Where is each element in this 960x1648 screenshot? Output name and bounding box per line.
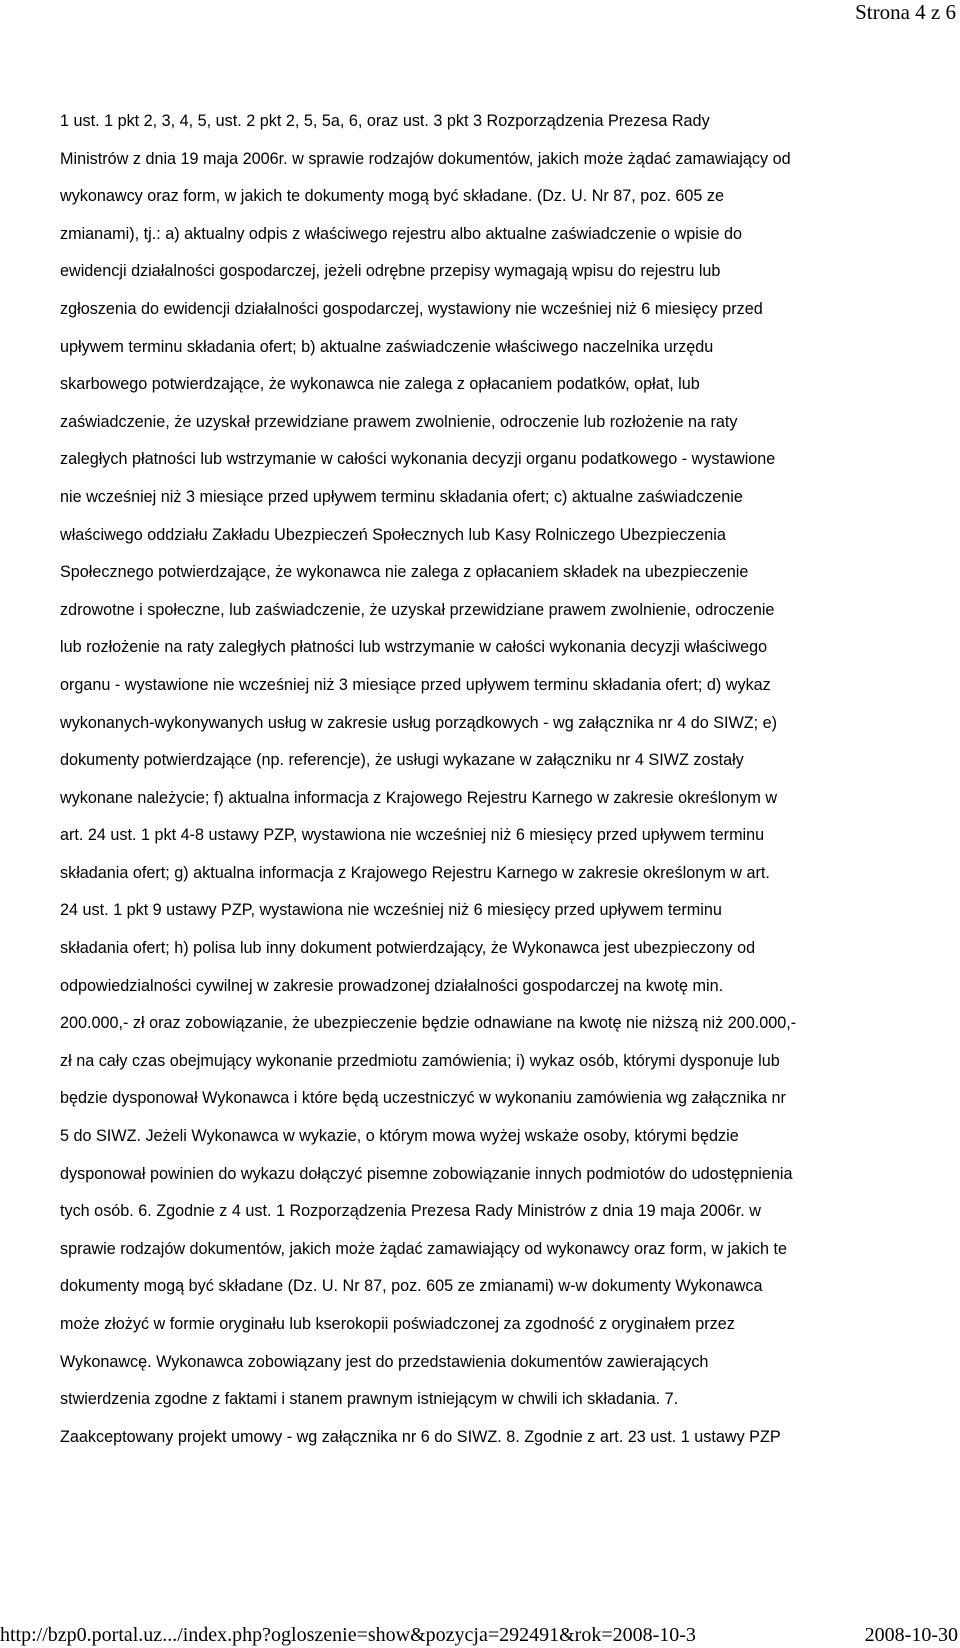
text-line: stwierdzenia zgodne z faktami i stanem prawnym istniejącym w chwili ich składania. 7.	[60, 1390, 679, 1409]
text-line: ewidencji działalności gospodarczej, jeżeli odrębne przepisy wymagają wpisu do rejestru lub	[60, 262, 721, 281]
text-line: 24 ust. 1 pkt 9 ustawy PZP, wystawiona nie wcześniej niż 6 miesięcy przed upływem terminu	[60, 901, 722, 920]
text-line: dokumenty mogą być składane (Dz. U. Nr 87, poz. 605 ze zmianami) w-w dokumenty Wykonawca	[60, 1277, 763, 1296]
text-line: Wykonawcę. Wykonawca zobowiązany jest do przedstawienia dokumentów zawierających	[60, 1352, 709, 1371]
document-body	[60, 103, 940, 1456]
text-line: sprawie rodzajów dokumentów, jakich może żądać zamawiający od wykonawcy oraz form, w jakich te	[60, 1239, 787, 1258]
footer-date: 2008-10-30	[864, 1624, 958, 1646]
page-number: Strona 4 z 6	[855, 0, 956, 24]
text-line: dysponował powinien do wykazu dołączyć pisemne zobowiązanie innych podmiotów do udostępnienia	[60, 1164, 793, 1183]
text-line: będzie dysponował Wykonawca i które będą uczestniczyć w wykonaniu zamówienia wg załącznika nr	[60, 1089, 786, 1108]
text-line: lub rozłożenie na raty zaległych płatności lub wstrzymanie w całości wykonania decyzji właściwego	[60, 638, 768, 657]
text-line: zaległych płatności lub wstrzymanie w całości wykonania decyzji organu podatkowego - wystawione	[60, 450, 776, 469]
text-line: upływem terminu składania ofert; b) aktualne zaświadczenie właściwego naczelnika urzędu	[60, 337, 714, 356]
text-line: może złożyć w formie oryginału lub kserokopii poświadczonej za zgodność z oryginałem przez	[60, 1315, 735, 1333]
text-line: organu - wystawione nie wcześniej niż 3 miesiące przed upływem terminu składania ofert; d) wykaz	[60, 675, 771, 694]
text-line: art. 24 ust. 1 pkt 4-8 ustawy PZP, wystawiona nie wcześniej niż 6 miesięcy przed upływem terminu	[60, 826, 765, 845]
text-line: wykonanych-wykonywanych usług w zakresie usług porządkowych - wg załącznika nr 4 do SIWZ; e)	[60, 713, 778, 732]
text-line: tych osób. 6. Zgodnie z 4 ust. 1 Rozporządzenia Prezesa Rady Ministrów z dnia 19 maja 2006r. w	[60, 1202, 761, 1221]
text-line: właściwego oddziału Zakładu Ubezpieczeń Społecznych lub Kasy Rolniczego Ubezpieczenia	[60, 525, 726, 544]
text-line: zł na cały czas obejmujący wykonanie przedmiotu zamówienia; i) wykaz osób, którymi dysponuje lub	[60, 1051, 780, 1070]
text-line: Zaakceptowany projekt umowy - wg załącznika nr 6 do SIWZ. 8. Zgodnie z art. 23 ust. 1 ustawy PZP	[60, 1427, 781, 1446]
text-line: zgłoszenia do ewidencji działalności gospodarczej, wystawiony nie wcześniej niż 6 miesięcy przed	[60, 299, 763, 318]
text-line: Ministrów z dnia 19 maja 2006r. w sprawie rodzajów dokumentów, jakich może żądać zamawiający od	[60, 149, 791, 168]
text-line: 5 do SIWZ. Jeżeli Wykonawca w wykazie, o którym mowa wyżej wskaże osoby, którymi będzie	[60, 1127, 739, 1146]
text-line: 1 ust. 1 pkt 2, 3, 4, 5, ust. 2 pkt 2, 5, 5a, 6, oraz ust. 3 pkt 3 Rozporządzenia Prezesa Rady	[60, 112, 710, 130]
text-line: dokumenty potwierdzające (np. referencje), że usługi wykazane w załączniku nr 4 SIWZ zostały	[60, 751, 744, 770]
text-line: zaświadczenie, że uzyskał przewidziane prawem zwolnienie, odroczenie lub rozłożenie na raty	[60, 412, 738, 431]
page-footer	[0, 1622, 960, 1648]
text-line: nie wcześniej niż 3 miesiące przed upływem terminu składania ofert; c) aktualne zaświadczenie	[60, 487, 743, 506]
text-line: skarbowego potwierdzające, że wykonawca nie zalega z opłacaniem podatków, opłat, lub	[60, 375, 700, 394]
text-line: składania ofert; g) aktualna informacja z Krajowego Rejestru Karnego w zakresie określonym w art.	[60, 863, 770, 882]
text-line: Społecznego potwierdzające, że wykonawca nie zalega z opłacaniem składek na ubezpieczenie	[60, 563, 749, 582]
text-line: odpowiedzialności cywilnej w zakresie prowadzonej działalności gospodarczej na kwotę min.	[60, 976, 724, 995]
text-line: wykonane należycie; f) aktualna informacja z Krajowego Rejestru Karnego w zakresie określonym w	[60, 788, 778, 807]
text-line: składania ofert; h) polisa lub inny dokument potwierdzający, że Wykonawca jest ubezpieczony od	[60, 939, 756, 958]
footer-url: http://bzp0.portal.uz.../index.php?ogloszenie=show&pozycja=292491&rok=2008-10-3	[0, 1624, 696, 1646]
text-line: wykonawcy oraz form, w jakich te dokumenty mogą być składane. (Dz. U. Nr 87, poz. 605 ze	[60, 187, 724, 206]
text-line: zdrowotne i społeczne, lub zaświadczenie, że uzyskał przewidziane prawem zwolnienie, odroczenie	[60, 600, 775, 619]
text-line: zmianami), tj.: a) aktualny odpis z właściwego rejestru albo aktualne zaświadczenie o wpisie do	[60, 224, 743, 243]
text-line: 200.000,- zł oraz zobowiązanie, że ubezpieczenie będzie odnawiane na kwotę nie niższą niż 200.000,-	[60, 1014, 797, 1033]
